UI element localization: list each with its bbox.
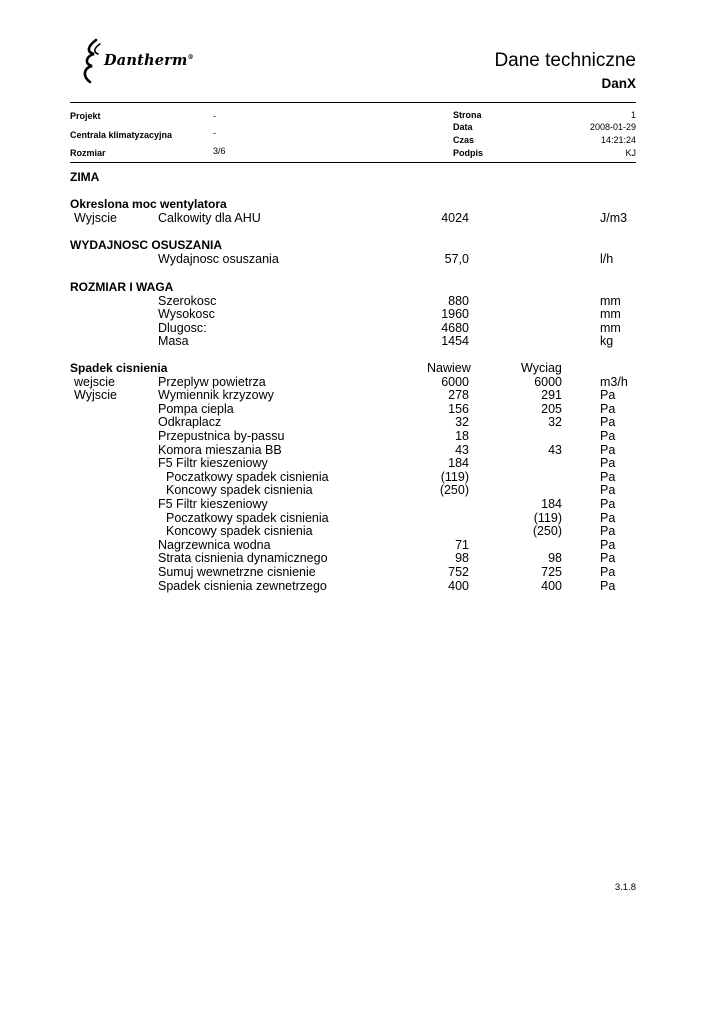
row-unit: Pa — [600, 388, 616, 403]
row-value-supply: 184 — [448, 456, 469, 471]
row-parameter: Odkraplacz — [158, 415, 222, 430]
row-parameter: Koncowy spadek cisnienia — [166, 524, 313, 539]
row-value-exhaust: 43 — [548, 442, 562, 457]
row-parameter: Przepustnica by-passu — [158, 429, 285, 443]
row-parameter: Pompa ciepla — [158, 401, 234, 416]
row-parameter: Szerokosc — [158, 293, 217, 308]
row-unit: Pa — [600, 497, 616, 511]
row-parameter: Dlugosc: — [158, 320, 207, 335]
row-unit: Pa — [600, 565, 616, 579]
row-unit: Pa — [600, 510, 616, 525]
row-parameter: Strata cisnienia dynamicznego — [158, 551, 328, 566]
logo-wordmark: Dantherm® — [104, 52, 194, 69]
header-divider — [70, 102, 636, 103]
meta-value-unit: - — [213, 128, 216, 138]
season-heading: ZIMA — [70, 170, 100, 184]
dantherm-swoosh-icon — [80, 38, 106, 84]
row-unit: Pa — [600, 537, 616, 552]
row-value-supply: 752 — [448, 565, 469, 579]
row-value-supply: 32 — [455, 415, 469, 430]
row-unit: Pa — [600, 483, 616, 498]
row-value-supply: 278 — [448, 388, 469, 403]
row-value-supply: 57,0 — [444, 251, 469, 266]
page-subtitle: DanX — [601, 76, 636, 91]
row-unit: m3/h — [600, 374, 628, 389]
row-unit: Pa — [600, 401, 616, 416]
row-value-supply: 880 — [448, 293, 469, 308]
meta-label-unit: Centrala klimatyzacyjna — [70, 130, 173, 140]
meta-label-date: Data — [453, 122, 473, 132]
page-title: Dane techniczne — [494, 50, 636, 71]
row-value-supply: 4680 — [441, 320, 469, 335]
row-value-supply: (119) — [440, 469, 469, 484]
row-parameter: Sumuj wewnetrzne cisnienie — [158, 565, 316, 579]
row-value-exhaust: 184 — [541, 497, 562, 511]
meta-value-date: 2008-01-29 — [589, 122, 636, 132]
row-unit: Pa — [600, 469, 616, 484]
meta-label-size: Rozmiar — [70, 148, 106, 158]
row-value-supply: 43 — [455, 442, 469, 457]
meta-divider — [70, 162, 636, 163]
meta-label-signature: Podpis — [453, 148, 484, 158]
meta-value-size: 3/6 — [213, 146, 226, 156]
size-heading: ROZMIAR I WAGA — [70, 280, 174, 294]
footer-code: 3.1.8 — [614, 882, 636, 893]
row-value-exhaust: 400 — [541, 578, 562, 593]
column-header-exhaust: Wyciag — [521, 361, 562, 375]
row-parameter: Wysokosc — [158, 307, 215, 322]
dehum-heading: WYDAJNOSC OSUSZANIA — [70, 238, 223, 252]
row-unit: Pa — [600, 442, 616, 457]
row-parameter: Nagrzewnica wodna — [158, 537, 271, 552]
row-value-supply: (250) — [439, 483, 469, 498]
row-parameter: F5 Filtr kieszeniowy — [158, 456, 268, 471]
meta-value-project: - — [213, 111, 216, 121]
row-parameter: Komora mieszania BB — [158, 442, 282, 457]
row-value-supply: 1454 — [441, 334, 469, 349]
row-parameter: Masa — [158, 334, 189, 349]
row-flow-label: Wyjscie — [74, 210, 117, 225]
row-value-exhaust: 205 — [541, 401, 562, 416]
row-value-supply: 156 — [448, 401, 469, 416]
meta-label-page: Strona — [453, 110, 482, 120]
row-parameter: Calkowity dla AHU — [158, 210, 261, 225]
meta-value-time: 14:21:24 — [600, 135, 636, 145]
row-value-exhaust: 291 — [541, 388, 562, 403]
meta-label-time: Czas — [453, 135, 475, 145]
row-parameter: Wydajnosc osuszania — [158, 251, 279, 266]
row-unit: mm — [600, 307, 621, 322]
row-unit: Pa — [600, 456, 616, 471]
row-parameter: Poczatkowy spadek cisnienia — [166, 469, 329, 484]
row-flow-label: Wyjscie — [74, 388, 117, 403]
row-unit: Pa — [600, 578, 616, 593]
row-unit: kg — [600, 334, 614, 349]
row-unit: J/m3 — [600, 210, 628, 225]
row-unit: mm — [600, 320, 621, 335]
row-value-supply: 6000 — [441, 374, 469, 389]
row-parameter: Koncowy spadek cisnienia — [166, 483, 313, 498]
row-value-supply: 18 — [455, 429, 469, 443]
row-unit: Pa — [600, 415, 616, 430]
row-value-supply: 4024 — [441, 210, 469, 225]
row-value-exhaust: 725 — [541, 565, 562, 579]
row-value-exhaust: 98 — [548, 551, 562, 566]
row-value-supply: 98 — [455, 551, 469, 566]
row-parameter: Wymiennik krzyzowy — [158, 388, 274, 403]
row-parameter: F5 Filtr kieszeniowy — [158, 497, 268, 511]
row-value-exhaust: 6000 — [534, 374, 562, 389]
row-parameter: Spadek cisnienia zewnetrzego — [158, 578, 327, 593]
row-value-exhaust: (250) — [532, 524, 562, 539]
row-value-supply: 1960 — [441, 307, 469, 322]
row-unit: l/h — [600, 251, 614, 266]
row-parameter: Poczatkowy spadek cisnienia — [166, 510, 329, 525]
row-value-exhaust: (119) — [533, 510, 562, 525]
row-unit: Pa — [600, 524, 616, 539]
column-header-supply: Nawiew — [427, 361, 471, 375]
row-value-exhaust: 32 — [548, 415, 562, 430]
pressure-heading: Spadek cisnienia — [70, 361, 168, 375]
meta-label-project: Projekt — [70, 111, 101, 121]
meta-value-page: 1 — [630, 110, 636, 120]
row-unit: mm — [600, 293, 621, 308]
row-value-supply: 71 — [455, 537, 469, 552]
meta-value-signature: KJ — [625, 148, 636, 158]
fan-heading: Okreslona moc wentylatora — [70, 197, 227, 211]
row-unit: Pa — [600, 429, 616, 443]
row-unit: Pa — [600, 551, 616, 566]
dantherm-logo — [80, 38, 220, 84]
row-value-supply: 400 — [448, 578, 469, 593]
row-flow-label: wejscie — [74, 374, 115, 389]
row-parameter: Przeplyw powietrza — [158, 374, 266, 389]
